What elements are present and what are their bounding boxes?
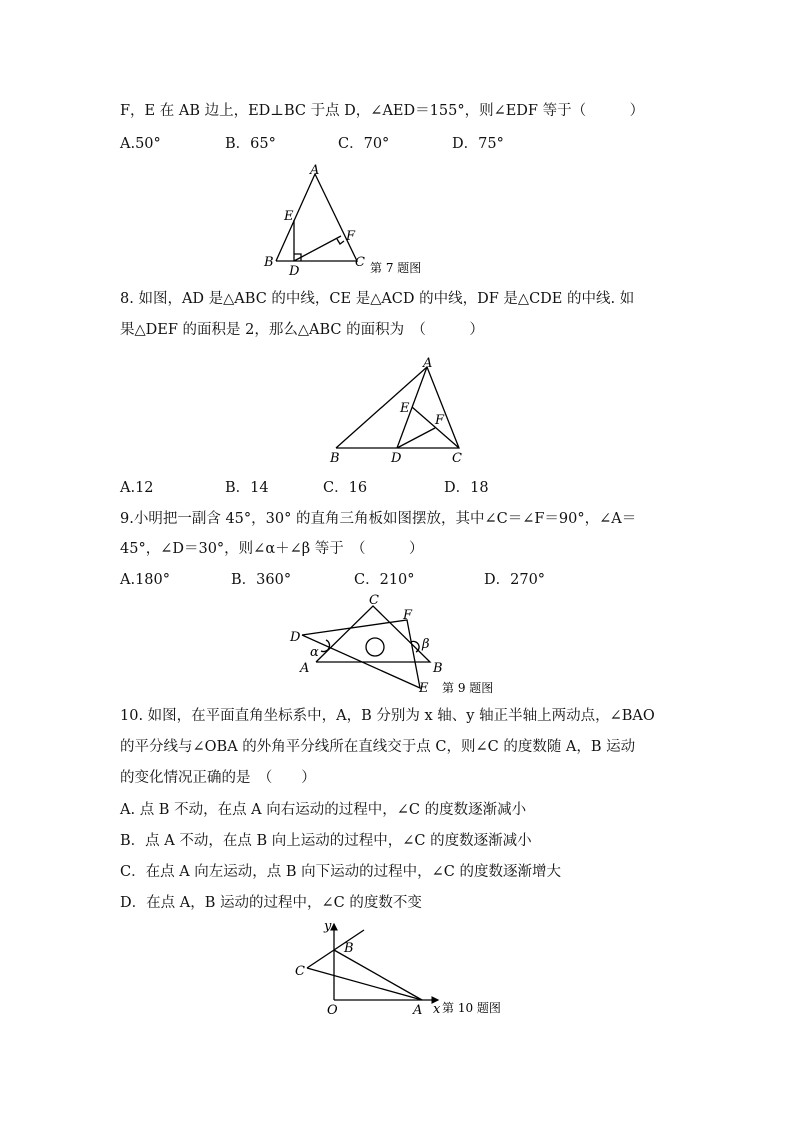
q10-bisector-AC bbox=[307, 968, 422, 1000]
q8-line-1: 8. 如图，AD 是△ABC 的中线，CE 是△ACD 的中线，DF 是△CDE 的中线. 如 bbox=[120, 291, 635, 307]
q9-line-2: 45°，∠D＝30°，则∠α＋∠β 等于 （ ） bbox=[120, 541, 424, 557]
q10-label-b: B bbox=[344, 941, 354, 956]
q8-label-d: D bbox=[391, 451, 402, 466]
q10-line-3: 的变化情况正确的是 （ ） bbox=[120, 770, 316, 786]
q9-label-beta: β bbox=[422, 637, 430, 652]
q8-option-d: D．18 bbox=[444, 480, 489, 496]
q8-label-b: B bbox=[330, 451, 340, 466]
q7-label-d: D bbox=[289, 264, 300, 279]
q7-option-c: C．70° bbox=[338, 136, 390, 152]
q10-choice-a: A. 点 B 不动，在点 A 向右运动的过程中，∠C 的度数逐渐减小 bbox=[120, 802, 527, 818]
q8-label-f: F bbox=[435, 413, 445, 428]
q9-label-f: F bbox=[403, 608, 413, 623]
q9-option-a: A.180° bbox=[120, 572, 171, 588]
q8-option-c: C．16 bbox=[323, 480, 368, 496]
q7-label-e: E bbox=[284, 209, 294, 224]
q8-option-b: B．14 bbox=[225, 480, 269, 496]
q9-label-e: E bbox=[419, 681, 429, 696]
q7-option-a: A.50° bbox=[120, 136, 161, 152]
q7-option-b: B．65° bbox=[225, 136, 276, 152]
q7-label-a: A bbox=[310, 163, 320, 178]
q8-option-a: A.12 bbox=[120, 480, 154, 496]
q8-line-2: 果△DEF 的面积是 2，那么△ABC 的面积为 （ ） bbox=[120, 322, 484, 338]
q7-label-f: F bbox=[346, 229, 356, 244]
q10-line-1: 10. 如图，在平面直角坐标系中，A，B 分别为 x 轴、y 轴正半轴上两动点，∠BAO bbox=[120, 708, 655, 724]
q10-label-x: x bbox=[433, 1002, 441, 1017]
q8-label-a: A bbox=[423, 356, 433, 371]
q9-label-c: C bbox=[369, 593, 379, 608]
q8-label-e: E bbox=[400, 401, 410, 416]
q7-stem-tail: F，E 在 AB 边上，ED⊥BC 于点 D，∠AED＝155°，则∠EDF 等于（ ） bbox=[120, 103, 645, 119]
q10-label-y: y bbox=[324, 919, 332, 934]
q7-label-c: C bbox=[355, 255, 365, 270]
q10-choice-c: C．在点 A 向左运动，点 B 向下运动的过程中，∠C 的度数逐渐增大 bbox=[120, 864, 562, 880]
q9-label-a: A bbox=[300, 661, 310, 676]
q9-label-d: D bbox=[290, 630, 301, 645]
q9-option-b: B．360° bbox=[231, 572, 292, 588]
q8-label-c: C bbox=[452, 451, 462, 466]
q10-line-2: 的平分线与∠OBA 的外角平分线所在直线交于点 C，则∠C 的度数随 A，B 运动 bbox=[120, 739, 636, 755]
q10-choice-d: D．在点 A，B 运动的过程中，∠C 的度数不变 bbox=[120, 895, 422, 911]
q10-label-c: C bbox=[295, 964, 305, 979]
q10-choice-b: B．点 A 不动，在点 B 向上运动的过程中，∠C 的度数逐渐减小 bbox=[120, 833, 532, 849]
q9-option-c: C．210° bbox=[354, 572, 415, 588]
q7-label-b: B bbox=[264, 255, 274, 270]
q9-label-b: B bbox=[433, 661, 443, 676]
q7-option-d: D．75° bbox=[452, 136, 504, 152]
q9-option-d: D．270° bbox=[484, 572, 546, 588]
q10-segment-AB bbox=[334, 950, 422, 1000]
q10-label-o: O bbox=[327, 1003, 338, 1018]
q10-bisector-BC bbox=[307, 950, 334, 968]
q9-label-alpha: α bbox=[310, 645, 319, 660]
q9-line-1: 9.小明把一副含 45°，30° 的直角三角板如图摆放，其中∠C＝∠F＝90°，∠A＝ bbox=[120, 511, 637, 527]
q9-caption: 第 9 题图 bbox=[442, 681, 494, 695]
q7-caption: 第 7 题图 bbox=[370, 261, 422, 275]
q10-label-a: A bbox=[413, 1003, 423, 1018]
q10-caption: 第 10 题图 bbox=[442, 1001, 501, 1015]
